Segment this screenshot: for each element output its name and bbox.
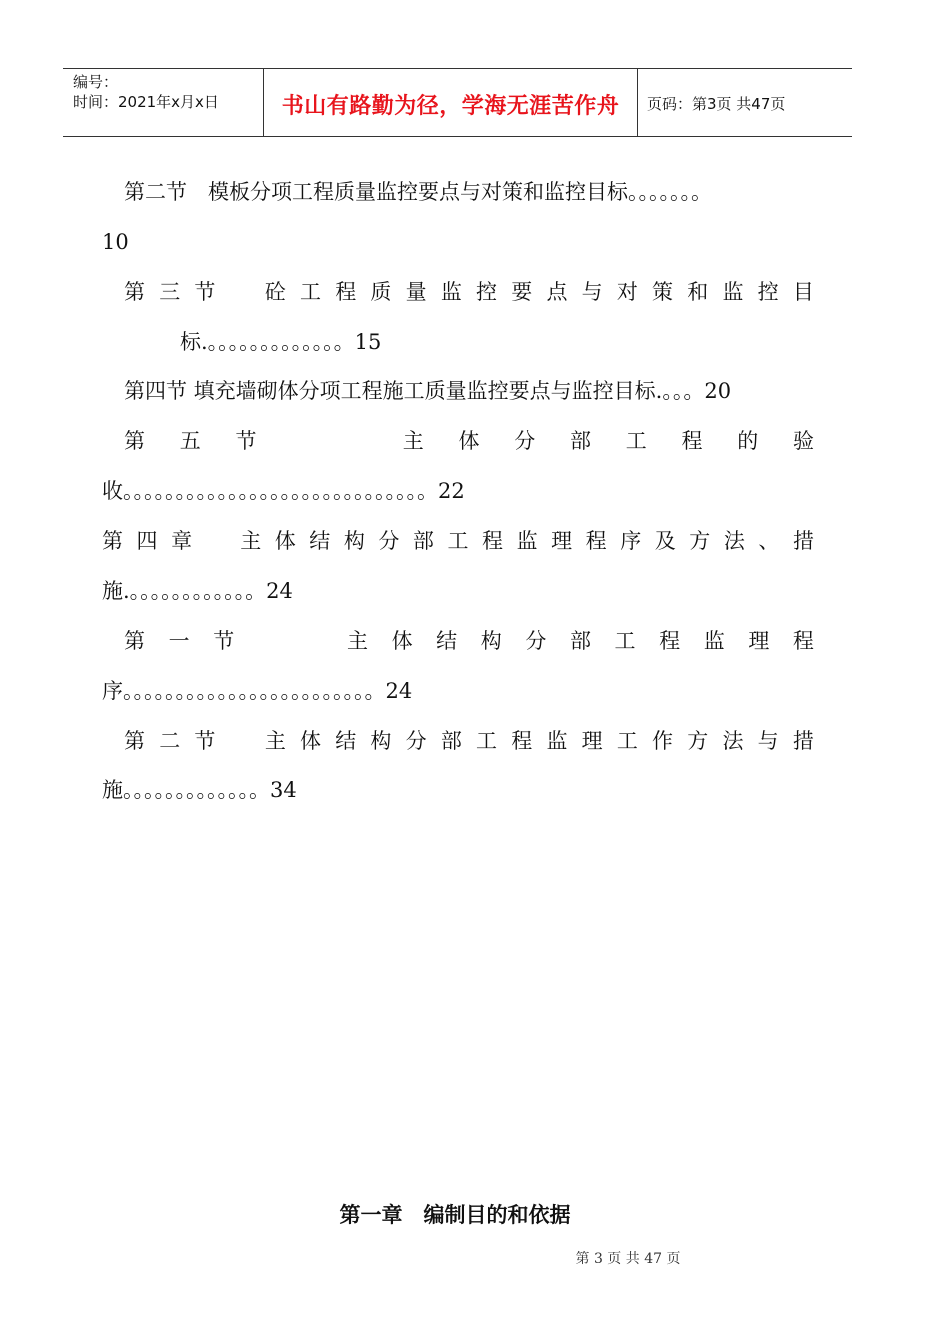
header-left-cell — [63, 69, 263, 136]
serial-label: 编号： — [73, 73, 119, 91]
toc-char: 体 — [391, 629, 413, 653]
toc-char: 控 — [476, 280, 498, 304]
toc-char: 程 — [585, 529, 607, 553]
toc-char: 构 — [343, 529, 365, 553]
toc-char: 部 — [412, 529, 434, 553]
toc-line-7: 收。。。。。。。。。。。。。。。。。。。。。。。。。。。。。22 — [102, 479, 465, 503]
toc-char: 工 — [447, 529, 469, 553]
toc-line-10 — [124, 627, 814, 655]
toc-char: 监 — [703, 629, 725, 653]
toc-char: 工 — [616, 729, 638, 753]
toc-char: 量 — [405, 280, 427, 304]
toc-char: 主 — [240, 529, 262, 553]
toc-char: 法 — [723, 529, 745, 553]
toc-char: 和 — [687, 280, 709, 304]
toc-line-13: 施。。。。。。。。。。。。。34 — [102, 778, 297, 802]
toc-char: 、 — [758, 529, 780, 553]
toc-char: 第 — [124, 429, 145, 453]
toc-char: 章 — [171, 529, 193, 553]
toc-char: 法 — [722, 729, 744, 753]
toc-char: 第 — [124, 629, 145, 653]
toc-char: 构 — [480, 629, 502, 653]
toc-char: 程 — [482, 529, 504, 553]
toc-char: 五 — [179, 429, 201, 453]
toc-char: 砼 — [264, 280, 286, 304]
toc-char — [230, 278, 251, 306]
toc-char: 二 — [159, 729, 181, 753]
chapter-title: 第一章 编制目的和依据 — [339, 1203, 571, 1227]
page-code: 页码：第3页 共47页 — [647, 95, 786, 113]
header-motto: 书山有路勤为径，学海无涯苦作舟 — [281, 94, 620, 119]
toc-char: 措 — [792, 529, 814, 553]
toc-line-12 — [124, 727, 814, 755]
time-label: 时间：2021年x月x日 — [73, 93, 219, 111]
toc-char: 体 — [274, 529, 296, 553]
toc-char: 程 — [659, 629, 681, 653]
toc-char: 分 — [514, 429, 536, 453]
toc-line-3 — [124, 278, 814, 306]
toc-char: 验 — [793, 429, 814, 453]
toc-char: 结 — [436, 629, 458, 653]
toc-char: 结 — [309, 529, 331, 553]
page-header — [63, 68, 852, 137]
toc-char: 节 — [213, 629, 235, 653]
toc-char: 作 — [652, 729, 674, 753]
toc-char: 控 — [757, 280, 779, 304]
toc-char: 及 — [654, 529, 676, 553]
toc-char: 方 — [689, 529, 711, 553]
toc-char: 要 — [511, 280, 533, 304]
toc-char: 的 — [737, 429, 759, 453]
toc-char: 四 — [136, 529, 158, 553]
toc-char: 体 — [300, 729, 322, 753]
page-footer: 第 3 页 共 47 页 — [575, 1251, 681, 1267]
toc-char: 措 — [792, 729, 814, 753]
toc-char: 部 — [570, 429, 591, 453]
toc-char — [230, 727, 251, 755]
toc-line-9: 施.。。。。。。。。。。。。24 — [102, 579, 293, 603]
toc-char: 部 — [440, 729, 462, 753]
toc-char: 与 — [581, 280, 603, 304]
toc-char: 工 — [476, 729, 498, 753]
toc-char: 理 — [581, 729, 603, 753]
toc-char: 体 — [458, 429, 480, 453]
toc-char: 节 — [194, 729, 216, 753]
toc-char: 节 — [235, 429, 257, 453]
toc-char: 程 — [792, 629, 814, 653]
toc-char — [206, 527, 227, 555]
toc-line-8 — [102, 527, 814, 555]
toc-char: 工 — [625, 429, 647, 453]
toc-char: 监 — [440, 280, 462, 304]
toc-char: 目 — [792, 280, 814, 304]
toc-line-5: 第四节 填充墙砌体分项工程施工质量监控要点与监控目标.。。。20 — [124, 379, 732, 403]
toc-line-11: 序。。。。。。。。。。。。。。。。。。。。。。。。24 — [102, 679, 413, 703]
toc-char: 第 — [124, 729, 145, 753]
toc-char: 策 — [652, 280, 674, 304]
toc-char: 一 — [168, 629, 190, 653]
toc-char: 主 — [402, 429, 424, 453]
toc-char: 分 — [378, 529, 400, 553]
toc-char: 程 — [335, 280, 357, 304]
toc-char: 方 — [687, 729, 709, 753]
toc-char: 三 — [159, 280, 181, 304]
toc-char: 工 — [300, 280, 322, 304]
toc-char: 主 — [264, 729, 286, 753]
toc-char: 结 — [335, 729, 357, 753]
toc-char: 对 — [616, 280, 638, 304]
toc-char: 节 — [194, 280, 216, 304]
toc-char: 部 — [569, 629, 591, 653]
toc-char — [258, 627, 279, 655]
toc-char: 监 — [722, 280, 744, 304]
toc-char: 程 — [681, 429, 703, 453]
toc-line-2: 10 — [102, 230, 129, 254]
toc-line-4: 标.。。。。。。。。。。。。。15 — [180, 330, 382, 354]
toc-char: 理 — [748, 629, 770, 653]
toc-char: 序 — [620, 529, 642, 553]
header-right-cell — [637, 69, 852, 136]
toc-char: 工 — [614, 629, 636, 653]
header-motto-cell — [263, 69, 638, 136]
toc-char: 监 — [516, 529, 538, 553]
toc-char — [347, 427, 368, 455]
toc-line-6 — [124, 427, 814, 455]
toc-char: 主 — [346, 629, 368, 653]
toc-char: 程 — [511, 729, 533, 753]
toc-char: 构 — [370, 729, 392, 753]
toc-char: 分 — [405, 729, 427, 753]
toc-char — [302, 627, 323, 655]
toc-char: 第 — [124, 280, 145, 304]
toc-char: 质 — [370, 280, 392, 304]
toc-char: 与 — [757, 729, 779, 753]
toc-char: 理 — [551, 529, 573, 553]
toc-line-1: 第二节 模板分项工程质量监控要点与对策和监控目标。。。。。。。 — [124, 180, 712, 204]
toc-char: 分 — [525, 629, 547, 653]
toc-char — [291, 427, 312, 455]
toc-char: 第 — [102, 529, 123, 553]
toc-char: 点 — [546, 280, 568, 304]
toc-char: 监 — [546, 729, 568, 753]
